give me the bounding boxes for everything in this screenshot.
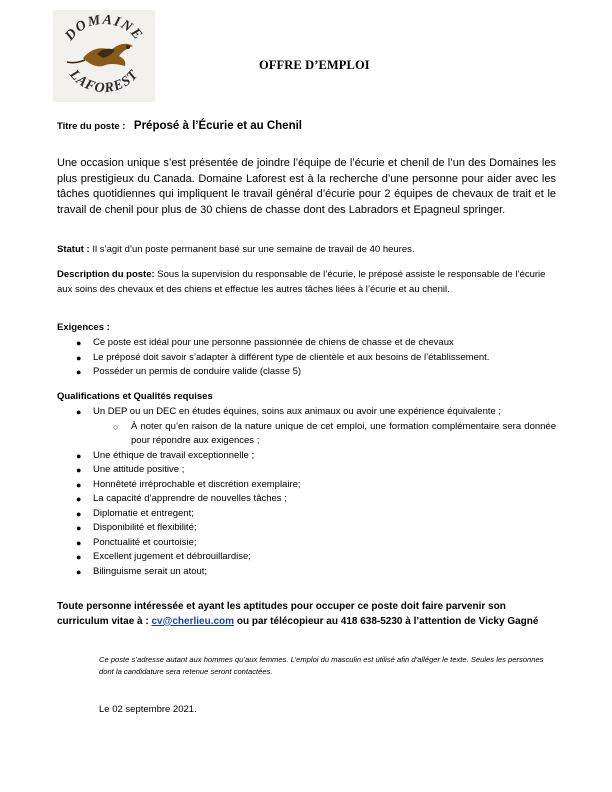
list-item <box>57 550 556 565</box>
bullet-icon: ● <box>76 367 82 377</box>
closing-paragraph <box>57 600 556 629</box>
bullet-icon: ● <box>76 494 82 504</box>
list-item <box>57 336 556 351</box>
bullet-icon: ● <box>76 407 82 417</box>
bullet-icon: ● <box>76 523 82 533</box>
list-item-text: Ponctualité et courtoisie; <box>93 536 197 548</box>
closing-text-after: ou par télécopieur au 418 638-5230 à l’attention de Vicky Gagné <box>234 615 539 627</box>
sub-list-item-text: À noter qu’en raison de la nature unique de cet emploi, une formation complémentaire sera donnée pour répondre aux exigences ; <box>131 420 556 446</box>
list-item-text: Une éthique de travail exceptionnelle ; <box>93 449 255 461</box>
list-item-text: La capacité d’apprendre de nouvelles tâches ; <box>93 493 287 504</box>
intro-paragraph: Une occasion unique s’est présentée de joindre l’équipe de l’écurie et chenil de l’un des Domaines les plus prestigieux du Canada. Domaine Laforest est à la recherche d’une personne pour aider avec les tâches quotidiennes qui impliquent le travail général d’écurie pour 2 équipes de chevaux de trait et le travail de chenil pour plus de 30 chiens de chasse dont des Labradors et Epagneul springer. <box>57 157 556 216</box>
list-item <box>57 351 556 366</box>
closing-text-before: Toute personne intéressée et ayant les aptitudes pour occuper ce poste doit faire parvenir son curriculum vitae à : <box>57 601 506 627</box>
email-link[interactable]: cv@cherlieu.com <box>151 615 235 627</box>
page-title: OFFRE D’EMPLOI <box>259 58 370 72</box>
exigences-heading: Exigences : <box>57 322 110 333</box>
list-item <box>57 492 556 507</box>
list-item-text: Ce poste est idéal pour une personne passionnée de chiens de chasse et de chevaux <box>93 337 454 348</box>
list-item <box>57 405 556 420</box>
bullet-icon: ● <box>76 566 82 577</box>
list-item-text: Un DEP ou un DEC en études équines, soins aux animaux ou avoir une expérience équivalente ; <box>93 406 502 417</box>
list-item-text: Disponibilité et flexibilité; <box>93 522 197 533</box>
list-item <box>57 565 556 580</box>
svg-text:LAFOREST <box>66 67 142 97</box>
circle-bullet-icon: ○ <box>113 421 119 432</box>
job-title-value: Préposé à l’Écurie et au Chenil <box>133 120 302 132</box>
description-label: Description du poste: <box>57 269 155 280</box>
list-item-text: Posséder un permis de conduire valide (classe 5) <box>93 366 302 377</box>
statut-text: Il s’agit d’un poste permanent basé sur une semaine de travail de 40 heures. <box>89 244 415 255</box>
list-item <box>57 521 556 536</box>
sub-list-item <box>57 420 556 449</box>
list-item-text: Le préposé doit savoir s’adapter à différent type de clientèle et aux besoins de l’établissement. <box>93 351 490 363</box>
bullet-icon: ● <box>76 352 82 363</box>
svg-text:DOMAINE <box>62 13 146 45</box>
bullet-icon: ● <box>76 450 82 461</box>
disclaimer-note: Ce poste s’adresse autant aux hommes qu’aux femmes. L’emploi du masculin est utilisé afin d’alléger le texte. Seules les personnes dont la candidature sera retenue seront contactées. <box>99 655 544 676</box>
bullet-icon: ● <box>76 465 82 475</box>
list-item-text: Excellent jugement et débrouillardise; <box>93 551 251 562</box>
exigences-list <box>57 336 556 380</box>
list-item <box>57 536 556 551</box>
logo-top-text: DOMAINE <box>62 12 146 44</box>
bullet-icon: ● <box>76 338 82 348</box>
domaine-laforest-logo <box>53 10 155 102</box>
logo-bottom-text: LAFOREST <box>66 67 142 97</box>
list-item <box>57 478 556 493</box>
list-item <box>57 449 556 464</box>
logo-graphic <box>53 10 155 102</box>
document-date: Le 02 septembre 2021. <box>99 704 197 715</box>
bullet-icon: ● <box>76 552 82 562</box>
qualifications-list <box>57 405 556 579</box>
bullet-icon: ● <box>76 537 82 548</box>
bullet-icon: ● <box>76 508 82 519</box>
statut-label: Statut : <box>57 244 90 255</box>
bullet-icon: ● <box>76 479 82 490</box>
qualifications-heading: Qualifications et Qualités requises <box>57 391 213 402</box>
pheasant-icon <box>67 44 133 67</box>
list-item-text: Bilinguisme serait un atout; <box>93 565 208 577</box>
list-item-text: Honnêteté irréprochable et discrétion exemplaire; <box>93 478 301 490</box>
job-title-line <box>57 116 302 134</box>
description-paragraph <box>57 268 556 297</box>
list-item <box>57 507 556 522</box>
list-item-text: Diplomatie et entregent; <box>93 507 194 519</box>
list-item <box>57 463 556 478</box>
list-item <box>57 365 556 380</box>
description-text: Sous la supervision du responsable de l’écurie, le préposé assiste le responsable de l’écurie aux soins des chevaux et des chiens et effectue les autres tâches liées à l’écurie et au chenil. <box>57 269 546 295</box>
list-item-text: Une attitude positive ; <box>93 464 185 475</box>
job-title-label: Titre du poste : <box>57 121 126 132</box>
statut-paragraph <box>57 243 556 258</box>
